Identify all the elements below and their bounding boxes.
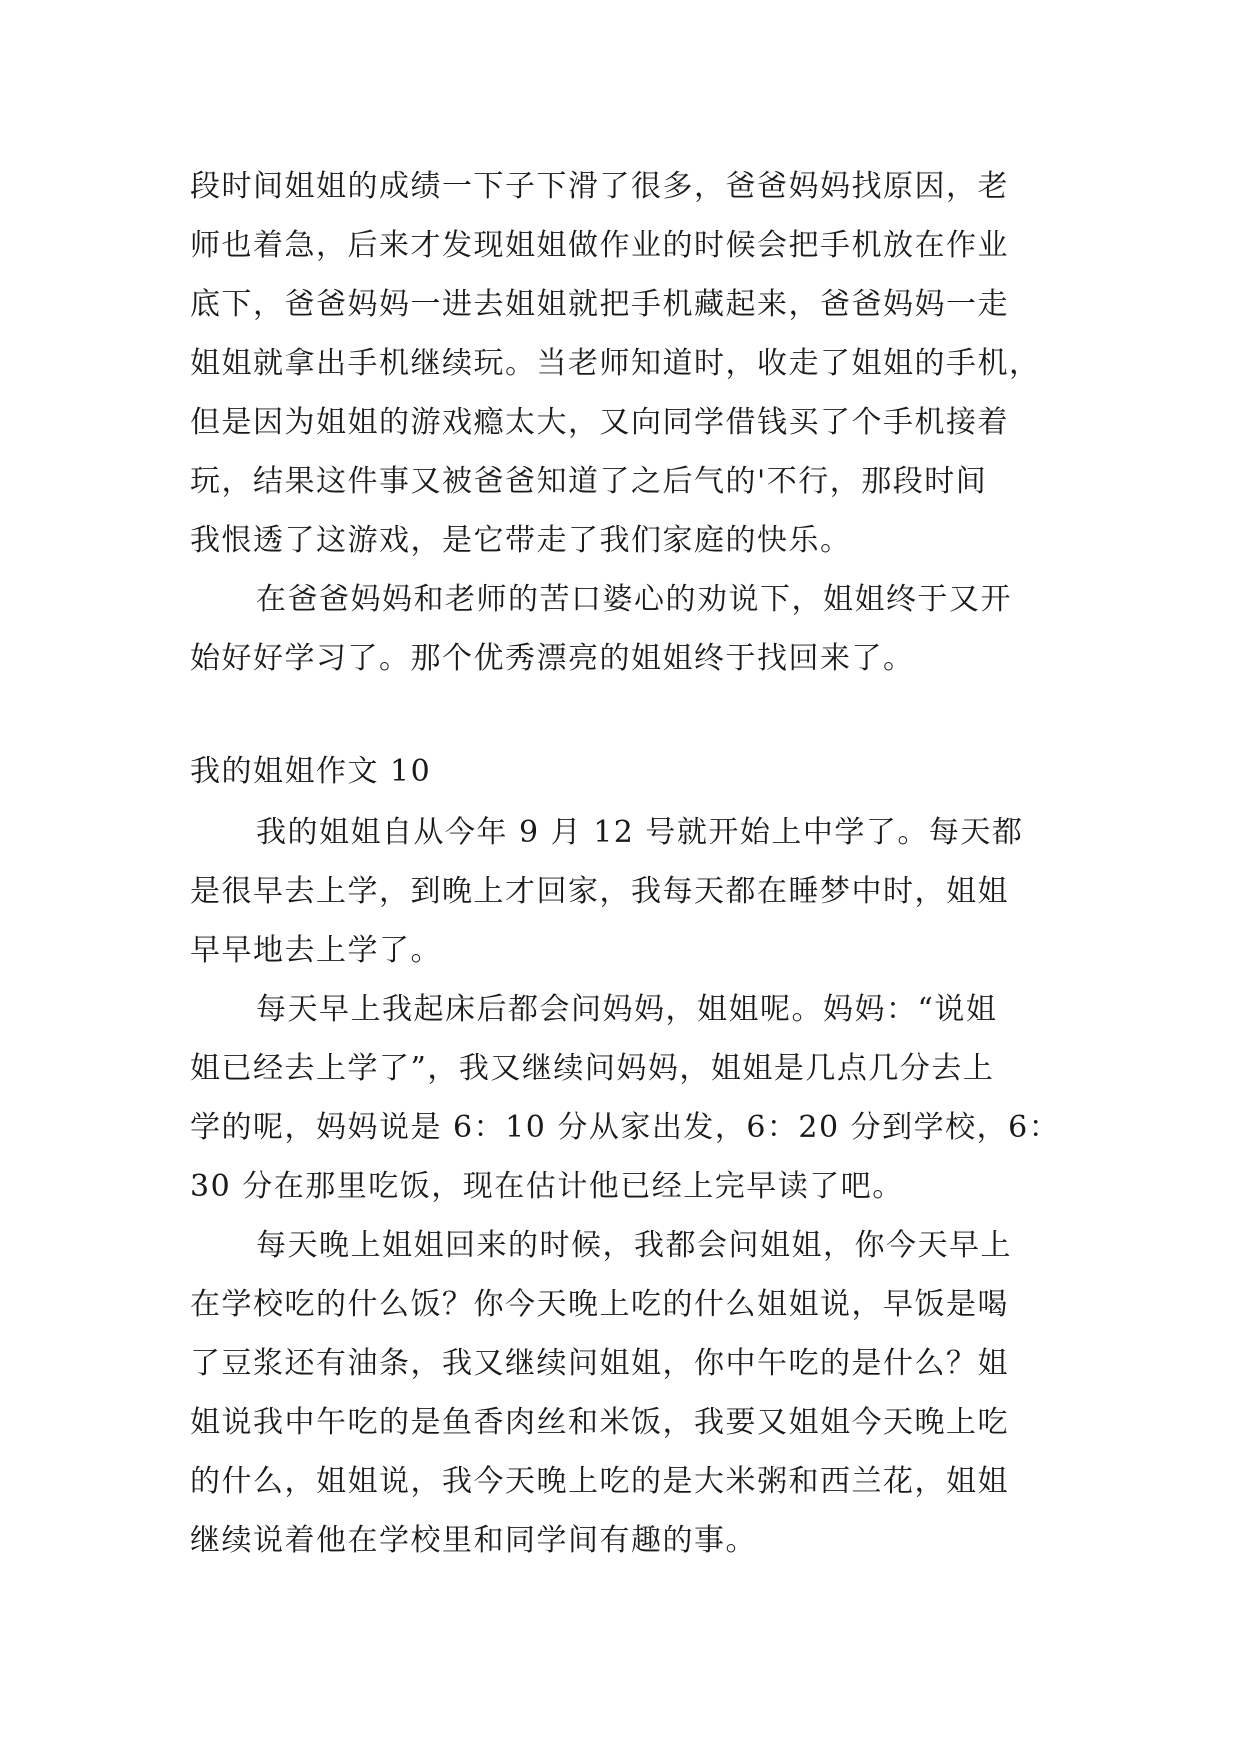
text-line: 师也着急，后来才发现姐姐做作业的时候会把手机放在作业 bbox=[190, 228, 1009, 263]
text-line: 的什么，姐姐说，我今天晚上吃的是大米粥和西兰花，姐姐 bbox=[190, 1464, 1009, 1499]
text-line: 学的呢，妈妈说是 6：10 分从家出发，6：20 分到学校，6： bbox=[190, 1110, 1061, 1145]
text-line: 姐姐就拿出手机继续玩。当老师知道时，收走了姐姐的手机， bbox=[190, 346, 1041, 381]
text-line: 姐说我中午吃的是鱼香肉丝和米饭，我要又姐姐今天晚上吃 bbox=[190, 1405, 1009, 1440]
text-line: 始好好学习了。那个优秀漂亮的姐姐终于找回来了。 bbox=[190, 641, 915, 676]
text-line: 每天早上我起床后都会问妈妈，姐姐呢。妈妈：“说姐 bbox=[256, 992, 998, 1027]
text-line: 早早地去上学了。 bbox=[190, 933, 442, 968]
text-line: 30 分在那里吃饭，现在估计他已经上完早读了吧。 bbox=[190, 1169, 904, 1204]
text-line: 在爸爸妈妈和老师的苦口婆心的劝说下，姐姐终于又开 bbox=[256, 582, 1012, 617]
text-line: 但是因为姐姐的游戏瘾太大，又向同学借钱买了个手机接着 bbox=[190, 405, 1009, 440]
text-line: 每天晚上姐姐回来的时候，我都会问姐姐，你今天早上 bbox=[256, 1228, 1012, 1263]
text-line: 我的姐姐自从今年 9 月 12 号就开始上中学了。每天都 bbox=[256, 815, 1024, 850]
text-line: 继续说着他在学校里和同学间有趣的事。 bbox=[190, 1523, 757, 1558]
section-title: 我的姐姐作文 10 bbox=[190, 754, 432, 789]
text-line: 玩，结果这件事又被爸爸知道了之后气的'不行，那段时间 bbox=[190, 464, 988, 499]
text-line: 底下，爸爸妈妈一进去姐姐就把手机藏起来，爸爸妈妈一走 bbox=[190, 287, 1009, 322]
text-line: 在学校吃的什么饭？你今天晚上吃的什么姐姐说，早饭是喝 bbox=[190, 1287, 1009, 1322]
text-line: 我恨透了这游戏，是它带走了我们家庭的快乐。 bbox=[190, 523, 852, 558]
text-line: 了豆浆还有油条，我又继续问姐姐，你中午吃的是什么？姐 bbox=[190, 1346, 1009, 1381]
text-line: 姐已经去上学了”，我又继续问妈妈，姐姐是几点几分去上 bbox=[190, 1051, 995, 1086]
text-line: 是很早去上学，到晚上才回家，我每天都在睡梦中时，姐姐 bbox=[190, 874, 1009, 909]
text-line: 段时间姐姐的成绩一下子下滑了很多，爸爸妈妈找原因，老 bbox=[190, 169, 1009, 204]
